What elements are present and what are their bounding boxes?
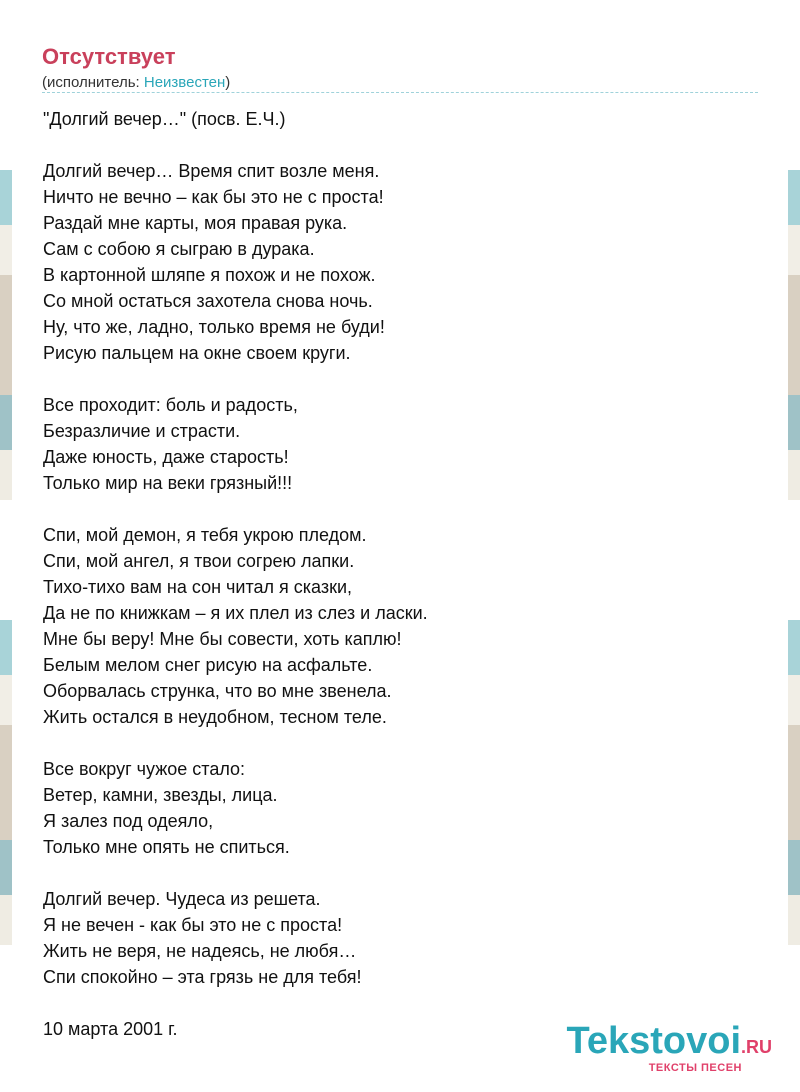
lyrics-line: Ну, что же, ладно, только время не буди!: [43, 317, 385, 337]
lyrics-line: Ветер, камни, звезды, лица.: [43, 785, 278, 805]
lyrics-line: 10 марта 2001 г.: [43, 1019, 178, 1039]
song-title: Отсутствует: [42, 44, 176, 69]
lyrics-blank-line: [43, 990, 743, 1016]
lyrics-blank-line: [43, 496, 743, 522]
lyrics-line: Даже юность, даже старость!: [43, 447, 289, 467]
lyrics-line: Долгий вечер… Время спит возле меня.: [43, 161, 380, 181]
lyrics-blank-line: [43, 132, 743, 158]
lyrics-line: В картонной шляпе я похож и не похож.: [43, 265, 376, 285]
lyrics-line: Спи, мой демон, я тебя укрою пледом.: [43, 525, 367, 545]
lyrics-line: Ничто не вечно – как бы это не с проста!: [43, 187, 384, 207]
lyrics-line: Рисую пальцем на окне своем круги.: [43, 343, 351, 363]
lyrics-line: Только мне опять не спиться.: [43, 837, 290, 857]
lyrics-line: Все вокруг чужое стало:: [43, 759, 246, 779]
lyrics-line: Я не вечен - как бы это не с проста!: [43, 915, 343, 935]
lyrics-line: Оборвалась струнка, что во мне звенела.: [43, 681, 392, 701]
logo-text: [566, 1022, 772, 1066]
lyrics-line: Со мной остаться захотела снова ночь.: [43, 291, 373, 311]
lyrics-line: Жить не веря, не надеясь, не любя…: [43, 941, 357, 961]
lyrics-line: Да не по книжкам – я их плел из слез и ласки.: [43, 603, 428, 623]
lyrics-line: Раздай мне карты, моя правая рука.: [43, 213, 348, 233]
lyrics-blank-line: [43, 366, 743, 392]
lyrics-line: Жить остался в неудобном, тесном теле.: [43, 707, 387, 727]
lyrics-blank-line: [43, 860, 743, 886]
lyrics-line: Спи, мой ангел, я твои согрею лапки.: [43, 551, 355, 571]
lyrics-line: Белым мелом снег рисую на асфальте.: [43, 655, 373, 675]
lyrics-line: Безразличие и страсти.: [43, 421, 241, 441]
artist-line: [42, 74, 758, 92]
song-header: [42, 44, 758, 92]
lyrics-line: Только мир на веки грязный!!!: [43, 473, 293, 493]
artist-link[interactable]: Неизвестен: [143, 74, 226, 91]
lyrics-line: Тихо-тихо вам на сон читал я сказки,: [43, 577, 353, 597]
header-divider: [42, 92, 758, 93]
lyrics-line: Долгий вечер. Чудеса из решета.: [43, 889, 321, 909]
lyrics-line: Я залез под одеяло,: [43, 811, 214, 831]
artist-suffix: ): [225, 74, 231, 91]
lyrics-line: "Долгий вечер…" (посв. Е.Ч.): [43, 109, 286, 129]
logo-main: Tekstovoi: [566, 1020, 741, 1062]
logo-subtitle: ТЕКСТЫ ПЕСЕН: [648, 1062, 742, 1074]
site-logo[interactable]: [566, 1022, 772, 1074]
artist-prefix: (исполнитель:: [42, 74, 144, 91]
lyrics-blank-line: [43, 730, 743, 756]
lyrics-line: Мне бы веру! Мне бы совести, хоть каплю!: [43, 629, 402, 649]
lyrics-line: Все проходит: боль и радость,: [43, 395, 298, 415]
lyrics-line: Сам с собою я сыграю в дурака.: [43, 239, 315, 259]
lyrics-line: Спи спокойно – эта грязь не для тебя!: [43, 967, 362, 987]
logo-domain: .RU: [741, 1037, 772, 1057]
lyrics-block: [43, 106, 743, 1042]
